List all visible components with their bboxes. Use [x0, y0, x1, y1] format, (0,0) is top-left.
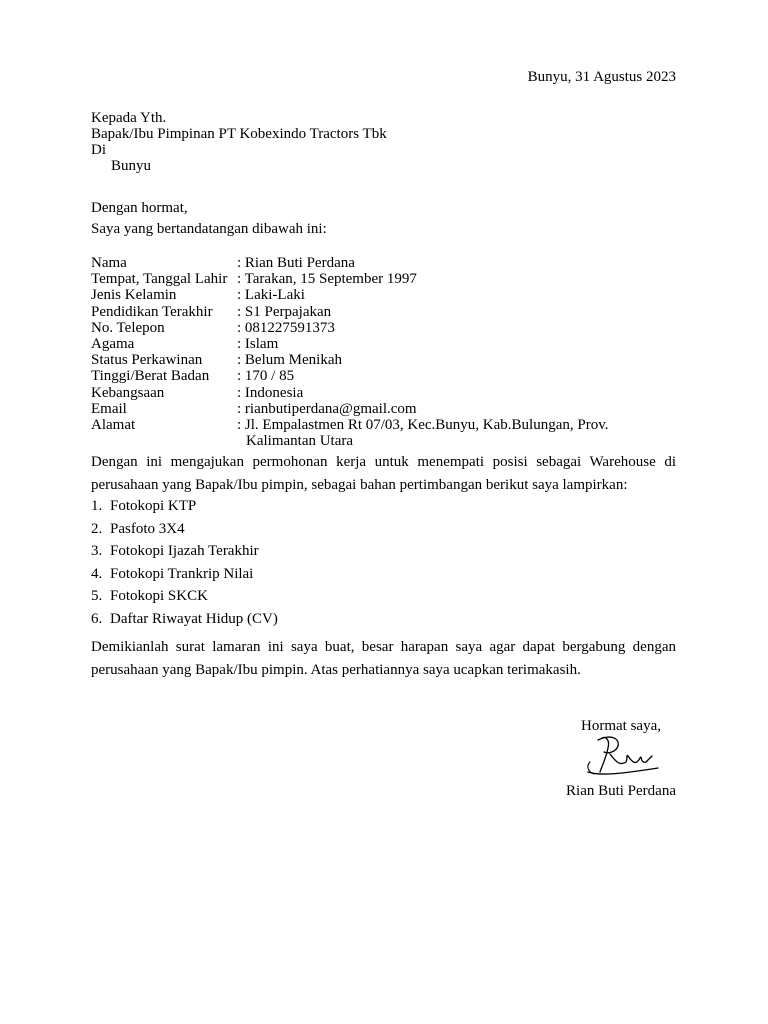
place-date: Bunyu, 31 Agustus 2023: [527, 69, 676, 85]
field-row: [91, 287, 609, 303]
list-item: 3. Fotokopi Ijazah Terakhir: [91, 543, 259, 559]
list-item: 1. Fotokopi KTP: [91, 498, 197, 514]
field-value: : Indonesia: [237, 384, 304, 401]
attachment-list: [91, 495, 278, 630]
field-row: [91, 255, 609, 271]
address-line-1: : Jl. Empalastmen Rt 07/03, Kec.Bunyu, Kab.Bulungan, Prov.: [237, 417, 609, 434]
field-label: Agama: [91, 336, 135, 353]
field-row: [91, 368, 609, 384]
field-row: [91, 336, 609, 352]
field-value: : Tarakan, 15 September 1997: [237, 271, 417, 288]
address-line-2: Kalimantan Utara: [246, 433, 354, 450]
recipient-line-1: Kepada Yth.: [91, 110, 167, 126]
field-label: Jenis Kelamin: [91, 287, 177, 304]
list-item: 4. Fotokopi Trankrip Nilai: [91, 565, 254, 582]
list-item: 2. Pasfoto 3X4: [91, 520, 185, 537]
field-row: [91, 401, 609, 417]
field-label: Tinggi/Berat Badan: [91, 368, 210, 385]
greeting: Dengan hormat,: [91, 200, 188, 216]
field-value: : 081227591373: [237, 319, 335, 336]
recipient-line-2: Bapak/Ibu Pimpinan PT Kobexindo Tractors Tbk: [91, 126, 387, 142]
address-value: [237, 417, 609, 449]
email-value: : rianbutiperdana@gmail.com: [237, 400, 417, 417]
recipient-line-4: Bunyu: [111, 158, 152, 174]
application-paragraph: Dengan ini mengajukan permohonan kerja untuk menempati posisi sebagai Warehouse di perusahaan yang Bapak/Ibu pimpin, sebagai bahan pertimbangan berikut saya lampirkan:: [91, 454, 676, 493]
closing-paragraph: Demikianlah surat lamaran ini saya buat, besar harapan saya agar dapat bergabung dengan perusahaan yang Bapak/Ibu pimpin. Atas perhatiannya saya ucapkan terimakasih.: [91, 639, 676, 678]
list-item: 5. Fotokopi SKCK: [91, 588, 208, 604]
field-value: : Belum Menikah: [237, 352, 342, 369]
list-item: 6. Daftar Riwayat Hidup (CV): [91, 610, 278, 627]
field-label: Status Perkawinan: [91, 352, 203, 369]
recipient-block: [91, 110, 387, 174]
field-row: [91, 304, 609, 320]
field-value: : S1 Perpajakan: [237, 303, 332, 320]
field-label: Email: [91, 400, 127, 417]
field-label: Nama: [91, 255, 127, 271]
field-label: No. Telepon: [91, 319, 165, 336]
recipient-line-3: Di: [91, 142, 106, 158]
field-value: : 170 / 85: [237, 368, 295, 385]
closing-salutation: Hormat saya,: [581, 718, 661, 734]
field-label: Tempat, Tanggal Lahir: [91, 271, 228, 288]
field-label: Pendidikan Terakhir: [91, 303, 213, 320]
field-row: [91, 271, 609, 287]
field-row: [91, 320, 609, 336]
field-value: : Laki-Laki: [237, 287, 305, 304]
intro-text: Saya yang bertandatangan dibawah ini:: [91, 221, 327, 237]
field-row: [91, 352, 609, 368]
signer-name: Rian Buti Perdana: [566, 783, 676, 799]
field-label: Kebangsaan: [91, 384, 165, 401]
signature-image: [580, 732, 660, 782]
personal-data-fields: [91, 255, 609, 449]
field-label: Alamat: [91, 417, 136, 434]
field-value: : Islam: [237, 336, 279, 353]
field-row: [91, 417, 609, 449]
field-value: : Rian Buti Perdana: [237, 255, 355, 271]
field-row: [91, 385, 609, 401]
